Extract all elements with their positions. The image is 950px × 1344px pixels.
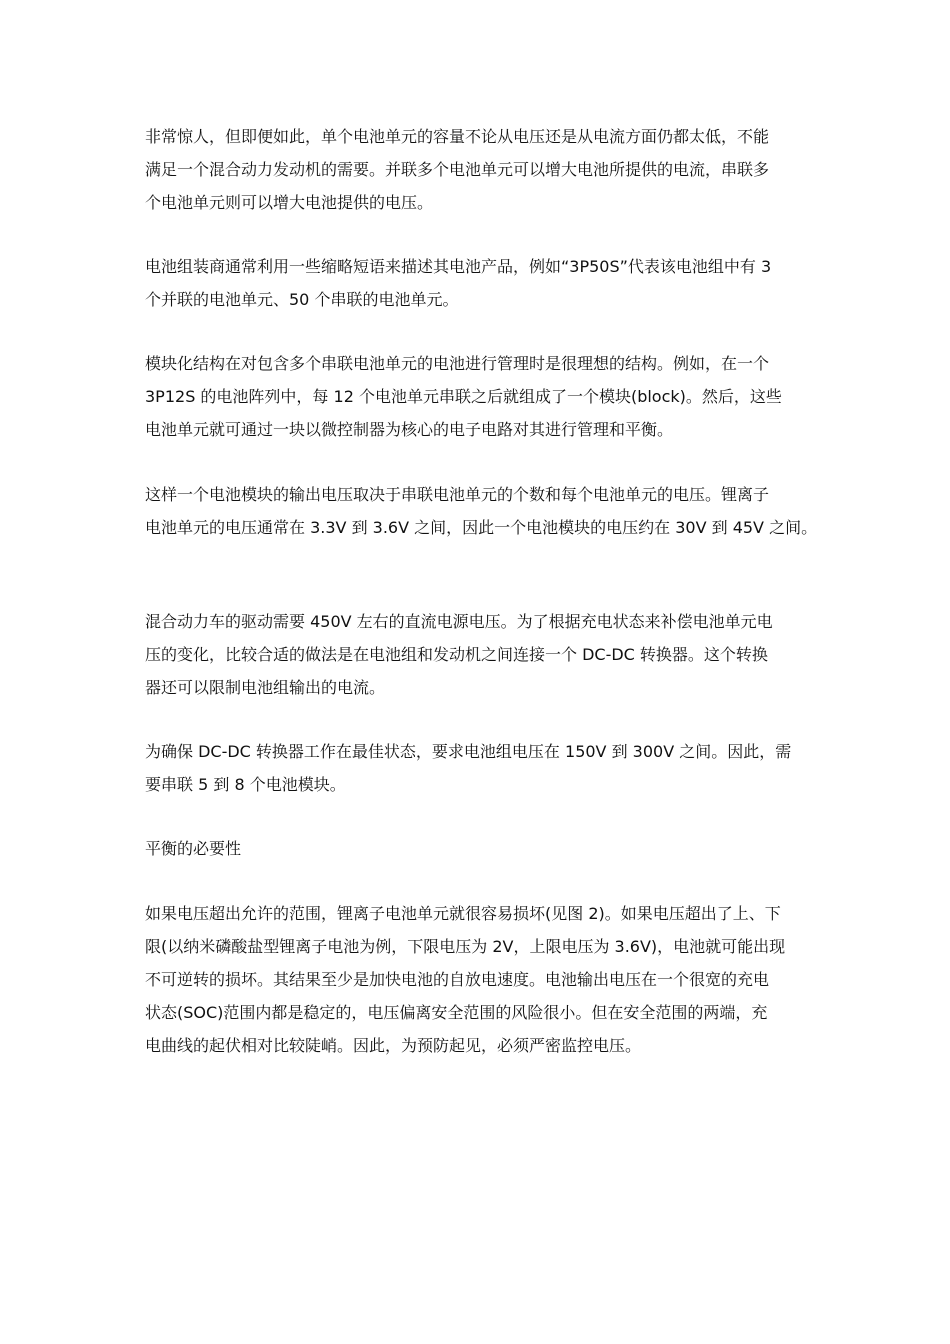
text-line: 这样一个电池模块的输出电压取决于串联电池单元的个数和每个电池单元的电压。锂离子 [145,485,770,504]
text-line: 不可逆转的损坏。其结果至少是加快电池的自放电速度。电池输出电压在一个很宽的充电 [145,970,770,989]
paragraph-cell-capacity [145,120,815,219]
text-line: 个电池单元则可以增大电池提供的电压。 [145,193,434,212]
text-line: 器还可以限制电池组输出的电流。 [145,678,386,697]
paragraph-series-modules [145,735,815,801]
text-line: 电曲线的起伏相对比较陡峭。因此，为预防起见，必须严密监控电压。 [145,1036,642,1055]
text-line: 电池单元就可通过一块以微控制器为核心的电子电路对其进行管理和平衡。 [145,420,674,439]
text-line: 混合动力车的驱动需要 450V 左右的直流电源电压。为了根据充电状态来补偿电池单元电 [145,612,773,631]
paragraph-modular-structure [145,347,815,446]
text-line: 电池组装商通常利用一些缩略短语来描述其电池产品，例如“3P50S”代表该电池组中有 3 [145,257,772,276]
text-line: 模块化结构在对包含多个串联电池单元的电池进行管理时是很理想的结构。例如，在一个 [145,354,770,373]
text-line: 为确保 DC-DC 转换器工作在最佳状态，要求电池组电压在 150V 到 300V 之间。因此，需 [145,742,792,761]
text-line: 要串联 5 到 8 个电池模块。 [145,775,346,794]
paragraph-module-voltage [145,478,818,544]
paragraph-voltage-limits [145,897,815,1062]
paragraph-naming-convention [145,250,815,316]
text-line: 电池单元的电压通常在 3.3V 到 3.6V 之间，因此一个电池模块的电压约在 30V 到 45V 之间。 [145,518,818,537]
text-line: 压的变化，比较合适的做法是在电池组和发动机之间连接一个 DC-DC 转换器。这个转换 [145,645,768,664]
text-line: 非常惊人，但即便如此，单个电池单元的容量不论从电压还是从电流方面仍都太低，不能 [145,127,770,146]
heading-line: 平衡的必要性 [145,839,242,858]
paragraph-dcdc-converter [145,605,815,704]
text-line: 满足一个混合动力发动机的需要。并联多个电池单元可以增大电池所提供的电流，串联多 [145,160,770,179]
text-line: 个并联的电池单元、50 个串联的电池单元。 [145,290,459,309]
text-line: 如果电压超出允许的范围，锂离子电池单元就很容易损坏(见图 2)。如果电压超出了上、下 [145,904,781,923]
section-heading-balancing [145,832,815,865]
text-line: 状态(SOC)范围内都是稳定的，电压偏离安全范围的风险很小。但在安全范围的两端，充 [145,1003,768,1022]
text-line: 限(以纳米磷酸盐型锂离子电池为例，下限电压为 2V，上限电压为 3.6V)，电池就可能出现 [145,937,786,956]
text-line: 3P12S 的电池阵列中，每 12 个电池单元串联之后就组成了一个模块(block)。然后，这些 [145,387,782,406]
